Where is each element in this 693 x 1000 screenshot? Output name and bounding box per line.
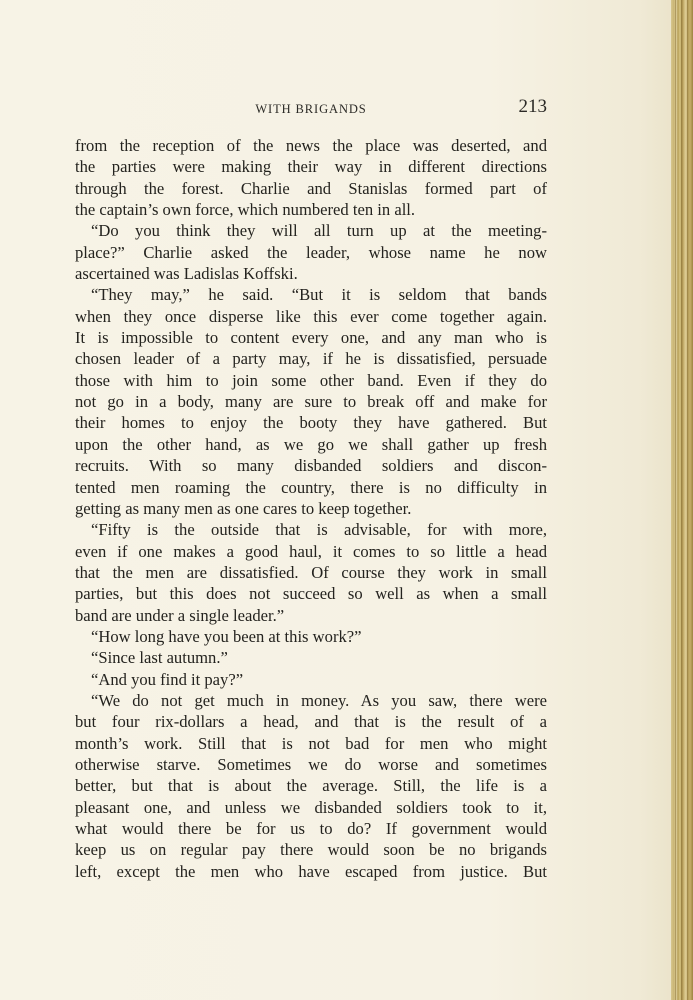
page-edge <box>671 0 693 1000</box>
text-line: what would there be for us to do? If government would <box>75 819 547 838</box>
text-line: “And you find it pay?” <box>91 669 244 689</box>
text-line: It is impossible to content every one, and any man who is <box>75 328 547 348</box>
page-number: 213 <box>518 96 547 117</box>
text-line: place?” Charlie asked the leader, whose name he now <box>75 242 547 262</box>
text-line: band are under a single leader.” <box>75 605 285 625</box>
text-line: that the men are dissatisfied. Of course they work in small <box>75 562 547 582</box>
text-line: chosen leader of a party may, if he is dissatisfied, persuade <box>75 349 547 369</box>
text-line: through the forest. Charlie and Stanislas formed part of <box>75 178 547 198</box>
text-line: not go in a body, many are sure to break off and make for <box>75 392 547 412</box>
text-line: otherwise starve. Sometimes we do worse and sometimes <box>75 754 547 774</box>
text-line: keep us on regular pay there would soon be no brigands <box>75 840 547 860</box>
running-header <box>75 96 547 122</box>
text-line: the parties were making their way in different directions <box>75 157 547 177</box>
text-line: their homes to enjoy the booty they have gathered. But <box>75 413 547 433</box>
text-line: “They may,” he said. “But it is seldom that bands <box>91 285 547 305</box>
text-line: upon the other hand, as we go we shall gather up fresh <box>75 434 547 454</box>
text-line: “Do you think they will all turn up at the meeting- <box>91 221 547 241</box>
text-line: “Fifty is the outside that is advisable, for with more, <box>91 520 547 540</box>
body-text <box>75 135 547 882</box>
text-line: left, except the men who have escaped from justice. But <box>75 861 547 881</box>
text-line: better, but that is about the average. Still, the life is a <box>75 776 547 796</box>
text-line: “How long have you been at this work?” <box>91 626 362 646</box>
text-line: even if one makes a good haul, it comes to so little a head <box>75 541 547 561</box>
text-line: recruits. With so many disbanded soldiers and discon- <box>75 456 547 476</box>
text-line: “Since last autumn.” <box>91 648 228 668</box>
text-line: ascertained was Ladislas Koffski. <box>75 264 298 284</box>
text-line: tented men roaming the country, there is no difficulty in <box>75 477 547 497</box>
text-line: month’s work. Still that is not bad for men who might <box>75 733 547 753</box>
text-line: “We do not get much in money. As you saw, there were <box>91 690 547 710</box>
text-line: those with him to join some other band. Even if they do <box>75 370 547 390</box>
text-line: pleasant one, and unless we disbanded soldiers took to it, <box>75 797 547 817</box>
text-line: parties, but this does not succeed so well as when a small <box>75 584 547 604</box>
text-line: the captain’s own force, which numbered ten in all. <box>75 200 416 220</box>
text-line: but four rix-dollars a head, and that is the result of a <box>75 712 547 732</box>
text-line: getting as many men as one cares to keep together. <box>75 498 412 518</box>
running-title: WITH BRIGANDS <box>255 102 367 116</box>
text-line: from the reception of the news the place was deserted, and <box>75 136 547 155</box>
text-line: when they once disperse like this ever come together again. <box>75 306 547 326</box>
